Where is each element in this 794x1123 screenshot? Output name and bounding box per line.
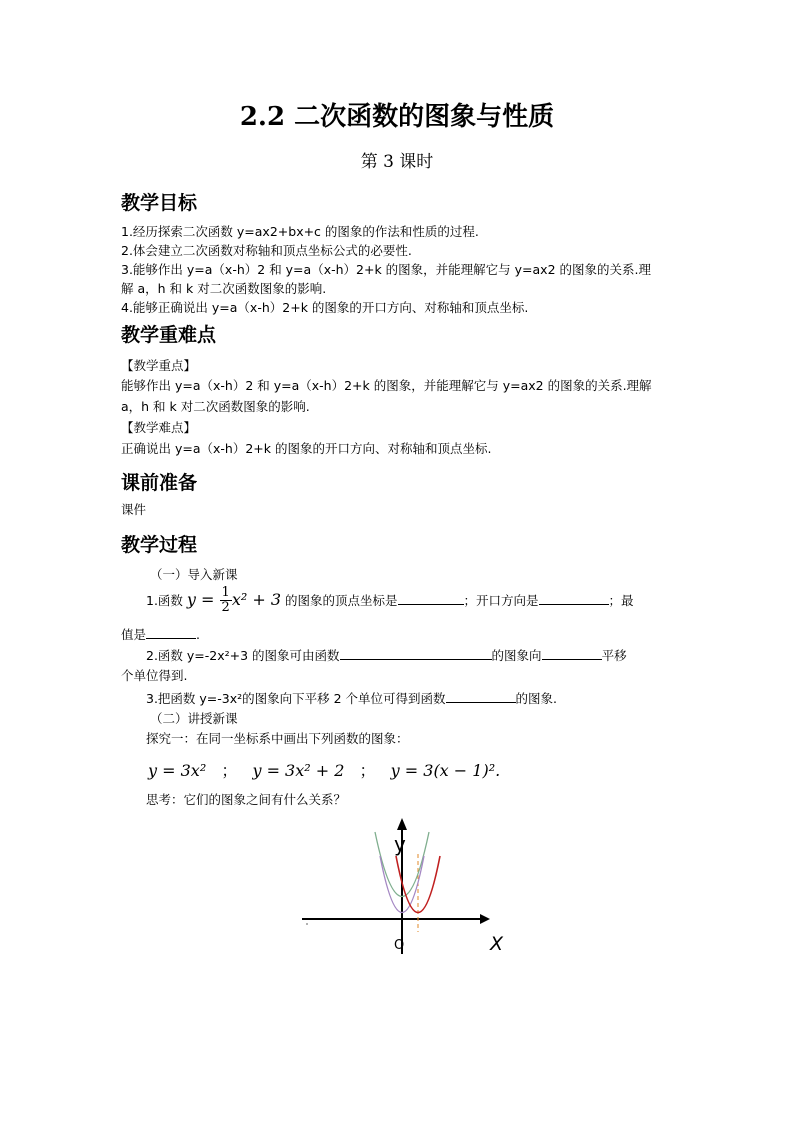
answer-blank[interactable] bbox=[542, 645, 602, 660]
question-1-prefix: 1.函数 bbox=[146, 593, 183, 608]
equation-2: y = 3x² + 2 bbox=[252, 761, 345, 780]
goal-item: 1.经历探索二次函数 y=ax2+bx+c 的图象的作法和性质的过程. bbox=[121, 224, 479, 239]
goal-item: 2.体会建立二次函数对称轴和顶点坐标公式的必要性. bbox=[121, 243, 412, 258]
question-2-line bbox=[146, 645, 627, 664]
key-label: 【教学重点】 bbox=[121, 358, 197, 373]
prep-text: 课件 bbox=[121, 502, 147, 517]
explore-text: 探究一：在同一坐标系中画出下列函数的图象： bbox=[146, 731, 409, 746]
difficulty-line: 正确说出 y=a（x-h）2+k 的图象的开口方向、对称轴和顶点坐标. bbox=[121, 441, 492, 456]
equation-separator: ； bbox=[359, 761, 376, 780]
page-title: 2.2 二次函数的图象与性质 bbox=[239, 102, 555, 132]
section-heading-process: 教学过程 bbox=[121, 534, 198, 556]
question-1-line2-end: . bbox=[196, 627, 200, 642]
section-heading-goals: 教学目标 bbox=[121, 192, 198, 214]
question-1-line-2 bbox=[121, 624, 200, 643]
y-axis-label: y bbox=[394, 832, 406, 856]
fraction-numerator: 1 bbox=[221, 585, 230, 600]
question-3-line bbox=[146, 688, 557, 707]
origin-label: O bbox=[394, 938, 405, 953]
question-2-text-a: 2.函数 y=-2x²+3 的图象可由函数 bbox=[146, 648, 340, 663]
answer-blank[interactable] bbox=[539, 590, 609, 605]
question-1-line bbox=[146, 584, 634, 616]
equations-line bbox=[148, 758, 500, 781]
fraction-denominator: 2 bbox=[221, 600, 230, 615]
answer-blank[interactable] bbox=[340, 645, 492, 660]
goal-item: 3.能够作出 y=a（x-h）2 和 y=a（x-h）2+k 的图象，并能理解它与 y=ax2 的图象的关系.理 bbox=[121, 262, 651, 277]
equation-1: y = 3x² bbox=[148, 761, 207, 780]
question-2-text-c: 平移 bbox=[601, 648, 627, 663]
goal-item: 4.能够正确说出 y=a（x-h）2+k 的图象的开口方向、对称轴和顶点坐标. bbox=[121, 300, 529, 315]
answer-blank[interactable] bbox=[146, 624, 196, 639]
part-two-heading: （二）讲授新课 bbox=[150, 711, 238, 726]
parabola-graph bbox=[296, 814, 506, 956]
key-line: 能够作出 y=a（x-h）2 和 y=a（x-h）2+k 的图象，并能理解它与 y=ax2 的图象的关系.理解 bbox=[121, 378, 652, 393]
answer-blank[interactable] bbox=[446, 688, 516, 703]
part-one-heading: （一）导入新课 bbox=[150, 567, 238, 582]
question-1-fraction bbox=[220, 586, 232, 615]
page-subtitle: 第 3 课时 bbox=[360, 152, 434, 172]
question-1-line2-text: 值是 bbox=[121, 627, 147, 642]
question-3-text-a: 3.把函数 y=-3x²的图象向下平移 2 个单位可得到函数 bbox=[146, 691, 446, 706]
difficulty-label: 【教学难点】 bbox=[121, 420, 197, 435]
y-axis-arrow bbox=[397, 818, 407, 830]
think-text: 思考：它们的图象之间有什么关系？ bbox=[146, 792, 347, 807]
equation-3: y = 3(x − 1)². bbox=[390, 761, 501, 780]
key-line: a，h 和 k 对二次函数图象的影响. bbox=[121, 399, 310, 414]
x-axis-arrow bbox=[480, 914, 490, 924]
question-1-mid: 的图象的顶点坐标是 bbox=[285, 593, 398, 608]
question-1-equation bbox=[186, 585, 282, 615]
question-1-eq-y: y = bbox=[186, 590, 215, 609]
section-heading-keypoints: 教学重难点 bbox=[121, 324, 217, 346]
question-1-end: ；最 bbox=[608, 593, 634, 608]
x-axis-tick bbox=[306, 923, 308, 925]
x-axis-label: X bbox=[490, 933, 504, 955]
answer-blank[interactable] bbox=[398, 590, 464, 605]
equation-separator: ； bbox=[221, 761, 238, 780]
question-1-mid2: ；开口方向是 bbox=[463, 593, 539, 608]
section-heading-prep: 课前准备 bbox=[121, 472, 198, 494]
question-2-text-b: 的图象向 bbox=[491, 648, 542, 663]
question-2-line-2: 个单位得到. bbox=[121, 668, 188, 683]
question-1-eq-rest: x² + 3 bbox=[231, 590, 282, 609]
question-3-text-b: 的图象. bbox=[515, 691, 558, 706]
goal-item: 解 a，h 和 k 对二次函数图象的影响. bbox=[121, 281, 327, 296]
